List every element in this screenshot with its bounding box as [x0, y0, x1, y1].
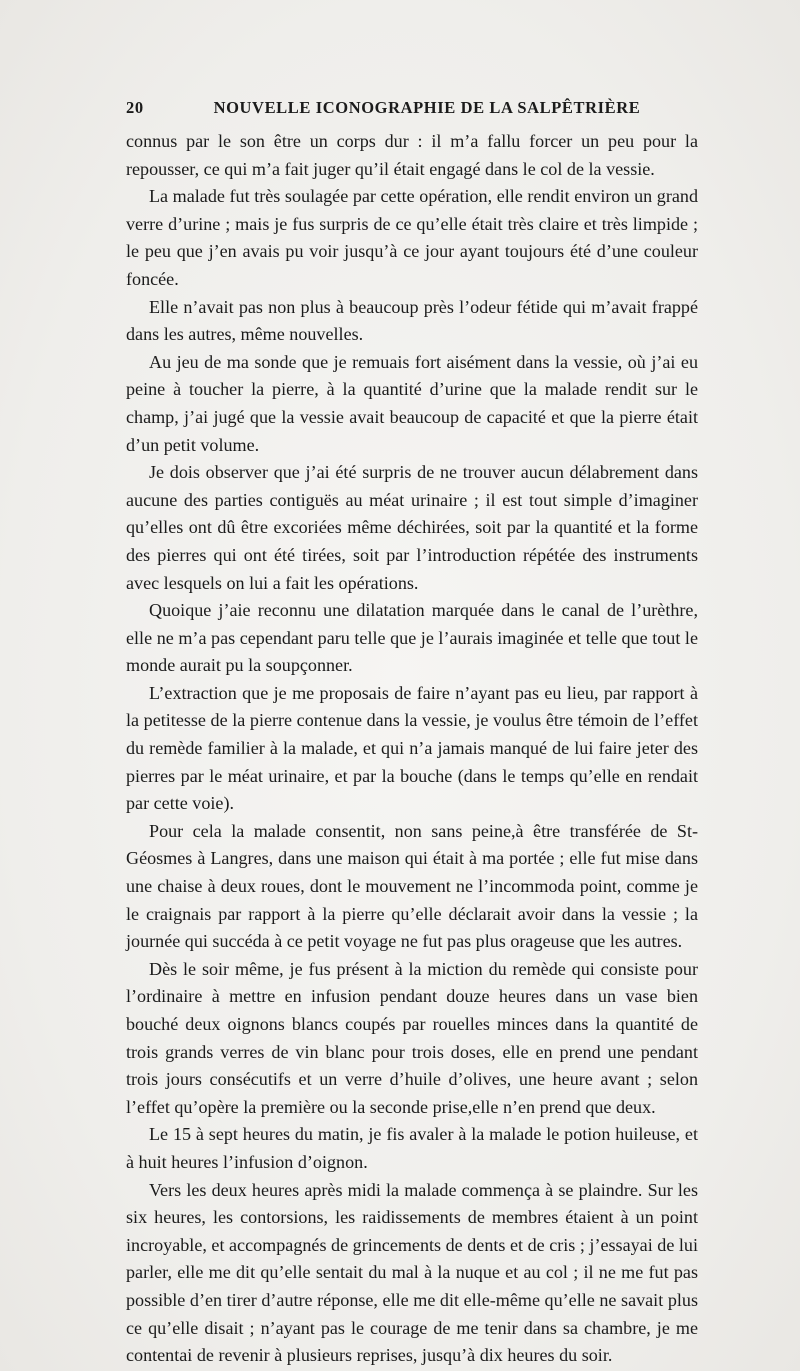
paragraph: Vers les deux heures après midi la malade commença à se plaindre. Sur les six heures, les contorsions, les raidissements de membres étaient à un point incroyable, et accompagnés de grincements de dents et de cris ; j’essayai de lui parler, elle me dit qu’elle sentait du mal à la nuque et au col ; il ne me fut pas possible d’en tirer d’autre réponse, elle me dit elle-même qu’elle ne savait plus ce qu’elle disait ; n’ayant pas le courage de me tenir dans sa chambre, je me contentai de revenir à plusieurs reprises, jusqu’à dix heures du soir.: [126, 1179, 698, 1366]
paragraph: L’extraction que je me proposais de faire n’ayant pas eu lieu, par rapport à la petitesse de la pierre contenue dans la vessie, je voulus être témoin de l’effet du remède familier à la malade, et qui n’a jamais manqué de lui faire jeter des pierres par le méat urinaire, et par la bouche (dans le temps qu’elle en rendait par cette voie).: [126, 682, 698, 814]
page-header: [126, 98, 698, 124]
paragraph: Dès le soir même, je fus présent à la miction du remède qui consiste pour l’ordinaire à mettre en infusion pendant douze heures dans un vase bien bouché deux oignons blancs coupés par rouelles minces dans la quantité de trois grands verres de vin blanc pour trois doses, elle en prend une pendant trois jours consécutifs et un verre d’huile d’olives, une heure avant ; selon l’effet qu’opère la première ou la seconde prise,elle n’en prend que deux.: [126, 958, 698, 1117]
paragraph: Je dois observer que j’ai été surpris de ne trouver aucun délabrement dans aucune des parties contiguës au méat urinaire ; il est tout simple d’imaginer qu’elles ont dû être excoriées même déchirées, soit par la quantité et la forme des pierres qui ont été tirées, soit par l’introduction répétée des instruments avec lesquels on lui a fait les opérations.: [126, 462, 698, 593]
body-text: [126, 128, 698, 1370]
paragraph: Quoique j’aie reconnu une dilatation marquée dans le canal de l’urèthre, elle ne m’a pas cependant paru telle que je l’aurais imaginée et telle que tout le monde aurait pu la soupçonner.: [126, 600, 698, 676]
paragraph: La malade fut très soulagée par cette opération, elle rendit environ un grand verre d’urine ; mais je fus surpris de ce qu’elle était très claire et très limpide ; le peu que j’en avais pu voir jusqu’à ce jour ayant toujours été d’une couleur foncée.: [126, 186, 698, 289]
paragraph: Elle n’avait pas non plus à beaucoup près l’odeur fétide qui m’avait frappé dans les autres, même nouvelles.: [126, 296, 698, 345]
paragraph: Pour cela la malade consentit, non sans peine,à être transférée de St-Géosmes à Langres, dans une maison qui était à ma portée ; elle fut mise dans une chaise à deux roues, dont le mouvement ne l’incommoda point, comme je le craignais par rapport à la pierre qu’elle déclarait avoir dans la vessie ; la journée qui succéda à ce petit voyage ne fut pas plus orageuse que les autres.: [126, 820, 698, 952]
running-title: NOUVELLE ICONOGRAPHIE DE LA SALPÊTRIÈRE: [213, 98, 641, 117]
paragraph: Au jeu de ma sonde que je remuais fort aisément dans la vessie, où j’ai eu peine à toucher la pierre, à la quantité d’urine que la malade rendit sur le champ, j’ai jugé que la vessie avait beaucoup de capacité et que la pierre était d’un petit volume.: [126, 351, 698, 455]
paragraph: Le 15 à sept heures du matin, je fis avaler à la malade le potion huileuse, et à huit heures l’infusion d’oignon.: [126, 1124, 698, 1172]
paragraph: connus par le son être un corps dur : il m’a fallu forcer un peu pour la repousser, ce qui m’a fait juger qu’il était engagé dans le col de la vessie.: [126, 131, 698, 179]
page-number: 20: [126, 98, 144, 117]
